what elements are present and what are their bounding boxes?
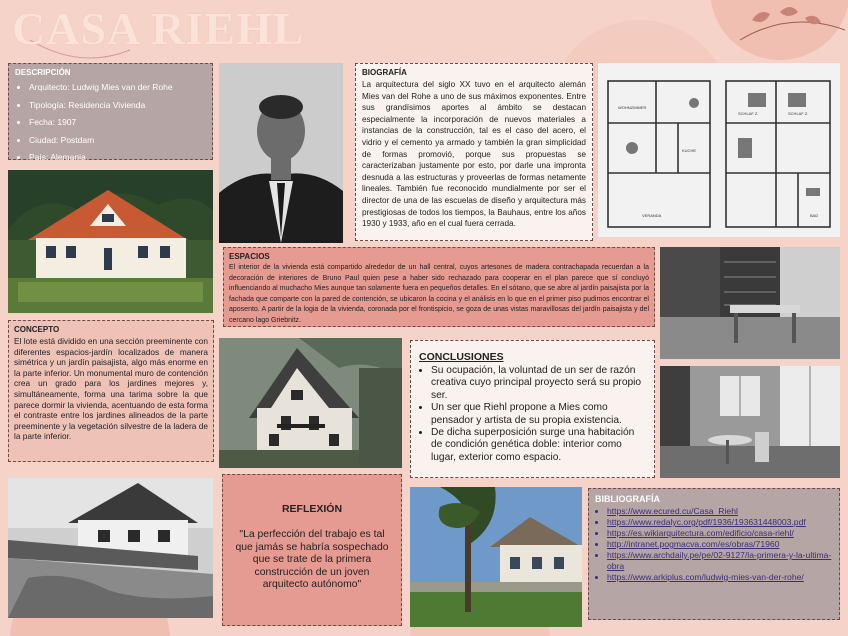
concepto-panel (8, 320, 214, 462)
biografia-panel (355, 63, 593, 241)
house-photo-bw (8, 478, 213, 618)
biografia-text: La arquitectura del siglo XX tuvo en el arquitecto alemán Mies van del Rohe a uno de sus máximos exponentes. Entre sus grandísimos aportes al ámbito se destacan especialmente la incorporación de nuevos materiales a instancias de la construcción, tal es el caso del acero, el vidrio y el cemento ya armado y también la gran simplicidad de formas promovió, porque sus propuestas se caracterizaban justamente por esto, por darle una impronta desnuda a las estructuras y proveerlas de formas netamente lineales. También fue reconocido mundialmente por ser el director de una de las escuelas de diseño y arquitectura más prestigiosas de todos los tiempos, la Bauhaus, entre los años 1930 y 1933, año en el cual fuera cerrada. (362, 80, 586, 229)
descripcion-item: • País: Alemania (29, 149, 206, 167)
bibliografia-panel (588, 488, 840, 620)
descripcion-list (15, 79, 206, 167)
bibliografia-heading: BIBLIOGRAFÍA (595, 494, 660, 504)
bibliografia-link[interactable]: • https://www.ecured.cu/Casa_Riehl (607, 506, 833, 517)
descripcion-item: • Tipología: Residencia Vivienda (29, 97, 206, 115)
bibliografia-link[interactable]: • http://intranet.pogmacva.com/es/obras/71960 (607, 539, 833, 550)
descripcion-item: • Arquitecto: Ludwig Mies van der Rohe (29, 79, 206, 97)
espacios-text: El interior de la vivienda está compartido alrededor de un hall central, cuyos artesones de madera contrachapada recuerdan a la decoración de interiores de Bruno Paul quien pese a haber sido rechazado para cooperar en el plan parece que sí concluyó influenciando al muchacho Mies aunque tan solamente fuera en pequeños detalles. En el sótano, que se abre al jardín paisajista por la fachada que comparte con la pared de contención, se ubicaron la cocina y el análisis en lo que en el primer piso pudimos encontrar el aposento. A partir de la logia de la vivienda, coronada por el frontispicio, se goza de unas vistas maravillosas del jardín paisajista y del cercano lago Griebnitz. (229, 264, 649, 324)
conclusiones-list (419, 365, 646, 464)
bibliografia-link[interactable]: • https://www.arkiplus.com/ludwig-mies-van-der-rohe/ (607, 572, 833, 583)
conclusiones-heading: CONCLUSIONES (419, 351, 504, 363)
house-photo-garden (410, 487, 582, 627)
bibliografia-link[interactable]: • https://www.archdaily.pe/pe/02-9127/la-primera-y-la-ultima-obra (607, 550, 833, 572)
page-title: CASA RIEHL (12, 3, 305, 54)
conclusiones-panel (410, 340, 655, 478)
biografia-heading: BIOGRAFÍA (362, 68, 407, 77)
descripcion-panel (8, 63, 213, 163)
portrait-photo (219, 63, 343, 243)
plan-label: VERANDA (642, 213, 662, 218)
floor-plan-drawing (598, 63, 840, 237)
plan-label: SCHLAF Z. (738, 111, 759, 116)
reflexion-quote: "La perfección del trabajo es tal que jamás se habría sospechado que se trate de la primera construcción de un joven arquitecto autónomo" (235, 529, 389, 591)
conclusiones-item: • Un ser que Riehl propone a Mies como pensador y artista de su propia existencia. (431, 402, 646, 427)
plan-label: SCHLAF Z. (788, 111, 809, 116)
reflexion-heading: REFLEXIÓN (281, 503, 343, 515)
descripcion-item: • Fecha: 1907 (29, 114, 206, 132)
plan-label: KUCHE (682, 148, 697, 153)
espacios-panel (223, 247, 655, 327)
bibliografia-list (595, 506, 833, 583)
conclusiones-item: • Su ocupación, la voluntad de un ser de razón creativa cuyo principal proyecto será su propio ser. (431, 365, 646, 402)
interior-photo-study (660, 247, 840, 359)
interior-photo-dining (660, 366, 840, 478)
bibliografia-link[interactable]: • https://es.wikiarquitectura.com/edificio/casa-riehl/ (607, 528, 833, 539)
concepto-text: El lote está dividido en una sección preeminente con diferentes espacios-jardín localizados de manera simétrica y un jardín paisajista, algo más enorme en la parte inferior. Un monumental muro de contención crea un grado para los jardines mejores y, simultáneamente, forma una tarima sobre la que parece dormir la vivienda, acentuando de esta forma el contraste entre los jardines alineados de la parte preeminente y la vegetación silvestre de la ladera de la parte inferior. (14, 336, 208, 442)
plan-label: WOHNZIMMER (618, 105, 647, 110)
house-photo-facade (219, 338, 402, 468)
espacios-heading: ESPACIOS (229, 252, 270, 261)
house-photo-color (8, 170, 213, 313)
concepto-heading: CONCEPTO (14, 325, 60, 334)
descripcion-item: • Ciudad: Postdam (29, 132, 206, 150)
conclusiones-item: • De dicha superposición surge una habitación de condición genética doble: interior como lugar, exterior como espacio. (431, 427, 646, 464)
descripcion-heading: DESCRIPCIÓN (15, 68, 71, 77)
bibliografia-link[interactable]: • https://www.redalyc.org/pdf/1936/193631448003.pdf (607, 517, 833, 528)
plan-label: BAD (810, 213, 819, 218)
reflexion-panel (222, 474, 402, 626)
